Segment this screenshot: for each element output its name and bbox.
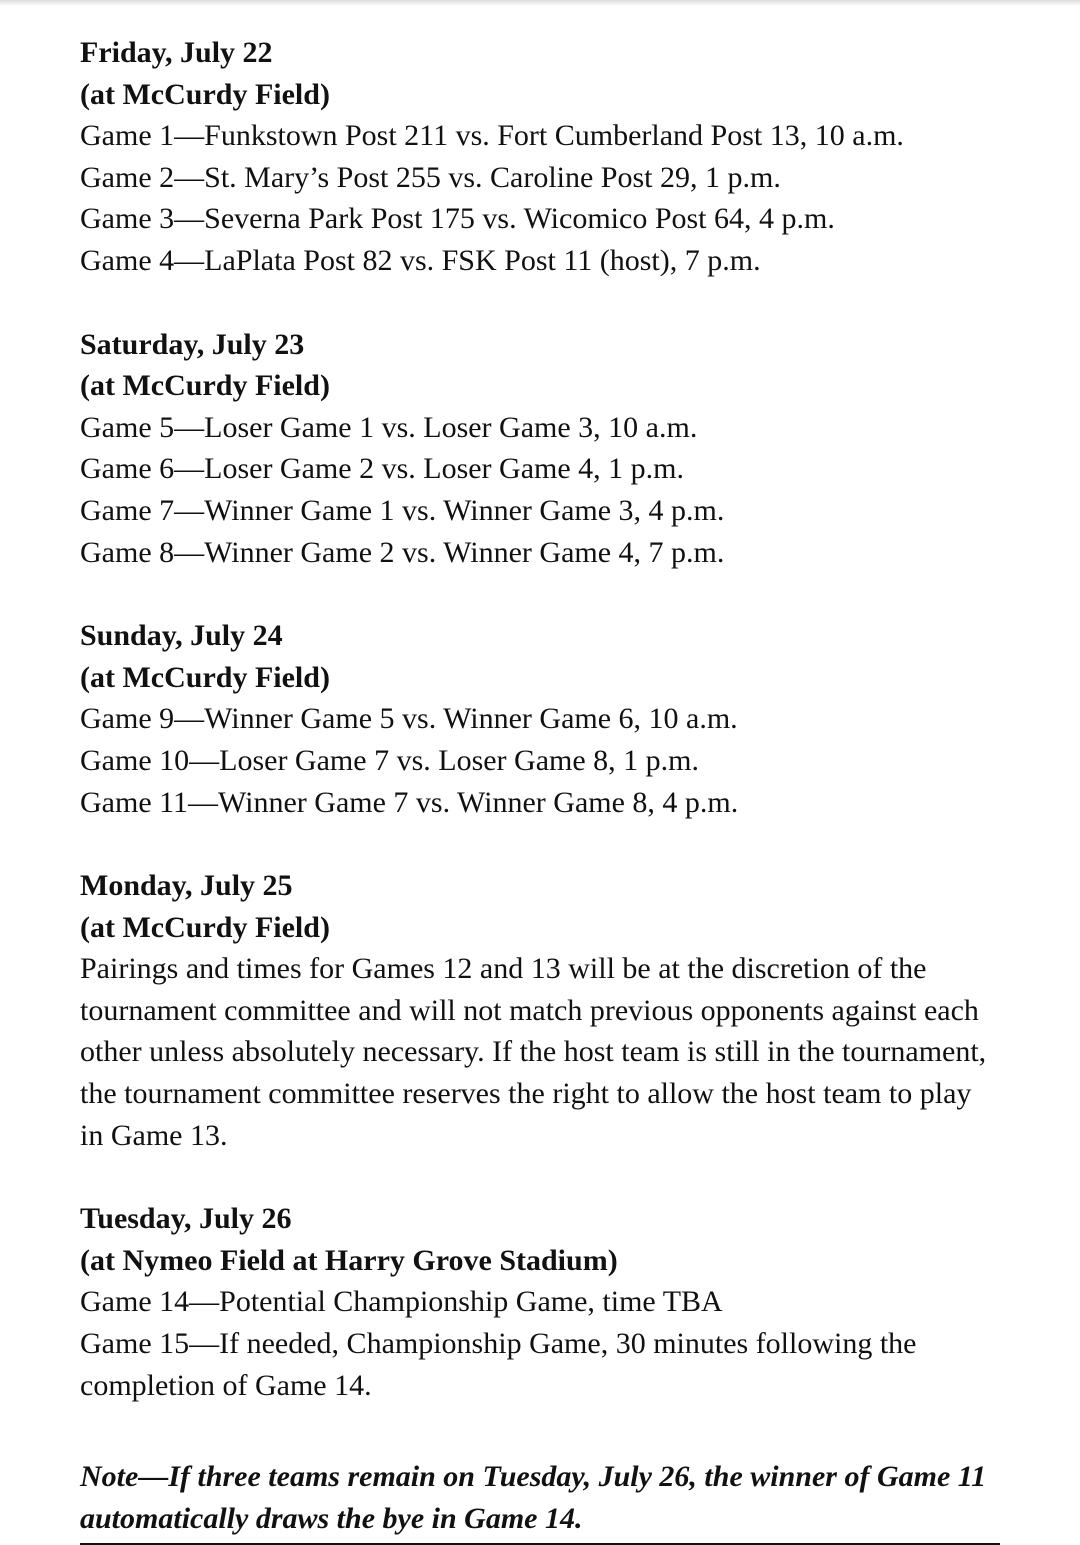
venue-line: (at Nymeo Field at Harry Grove Stadium) bbox=[80, 1243, 618, 1277]
schedule-document bbox=[80, 32, 1000, 1545]
day-heading: Saturday, July 23 bbox=[80, 327, 305, 361]
pairings-paragraph: Pairings and times for Games 12 and 13 will be at the discretion of the tournament committee and will not match previous opponents against each other unless absolutely necessary. If the host team is still in the tournament, the tournament committee reserves the right to allow the host team to play in Game 13. bbox=[80, 952, 987, 1152]
game-line: Game 14—Potential Championship Game, time TBA bbox=[80, 1285, 723, 1319]
game-line: Game 3—Severna Park Post 175 vs. Wicomico Post 64, 4 p.m. bbox=[80, 202, 835, 236]
venue-line: (at McCurdy Field) bbox=[80, 77, 330, 111]
game-line: Game 10—Loser Game 7 vs. Loser Game 8, 1 p.m. bbox=[80, 743, 700, 777]
game-line: Game 15—If needed, Championship Game, 30 minutes following the completion of Game 14. bbox=[80, 1327, 917, 1402]
day-heading: Monday, July 25 bbox=[80, 869, 293, 903]
day-heading: Sunday, July 24 bbox=[80, 619, 283, 653]
note-text: Note—If three teams remain on Tuesday, July 26, the winner of Game 11 automatically draws the bye in Game 14. bbox=[80, 1448, 1000, 1545]
game-line: Game 6—Loser Game 2 vs. Loser Game 4, 1 p.m. bbox=[80, 452, 685, 486]
day-heading: Friday, July 22 bbox=[80, 36, 273, 69]
game-line: Game 7—Winner Game 1 vs. Winner Game 3, 4 p.m. bbox=[80, 493, 725, 527]
day-section-friday bbox=[80, 32, 1000, 282]
day-section-saturday bbox=[80, 324, 1000, 574]
game-line: Game 2—St. Mary’s Post 255 vs. Caroline Post 29, 1 p.m. bbox=[80, 160, 781, 194]
top-edge-shadow bbox=[0, 0, 1080, 6]
game-line: Game 5—Loser Game 1 vs. Loser Game 3, 10 a.m. bbox=[80, 410, 698, 444]
venue-line: (at McCurdy Field) bbox=[80, 660, 330, 694]
game-line: Game 9—Winner Game 5 vs. Winner Game 6, 10 a.m. bbox=[80, 702, 738, 736]
day-heading: Tuesday, July 26 bbox=[80, 1202, 292, 1236]
venue-line: (at McCurdy Field) bbox=[80, 910, 330, 944]
day-section-tuesday bbox=[80, 1198, 1000, 1406]
day-section-sunday bbox=[80, 615, 1000, 823]
game-line: Game 11—Winner Game 7 vs. Winner Game 8, 4 p.m. bbox=[80, 785, 739, 819]
game-line: Game 1—Funkstown Post 211 vs. Fort Cumberland Post 13, 10 a.m. bbox=[80, 119, 904, 153]
day-section-monday bbox=[80, 865, 1000, 1156]
game-line: Game 4—LaPlata Post 82 vs. FSK Post 11 (host), 7 p.m. bbox=[80, 243, 761, 277]
game-line: Game 8—Winner Game 2 vs. Winner Game 4, 7 p.m. bbox=[80, 535, 725, 569]
venue-line: (at McCurdy Field) bbox=[80, 369, 330, 403]
